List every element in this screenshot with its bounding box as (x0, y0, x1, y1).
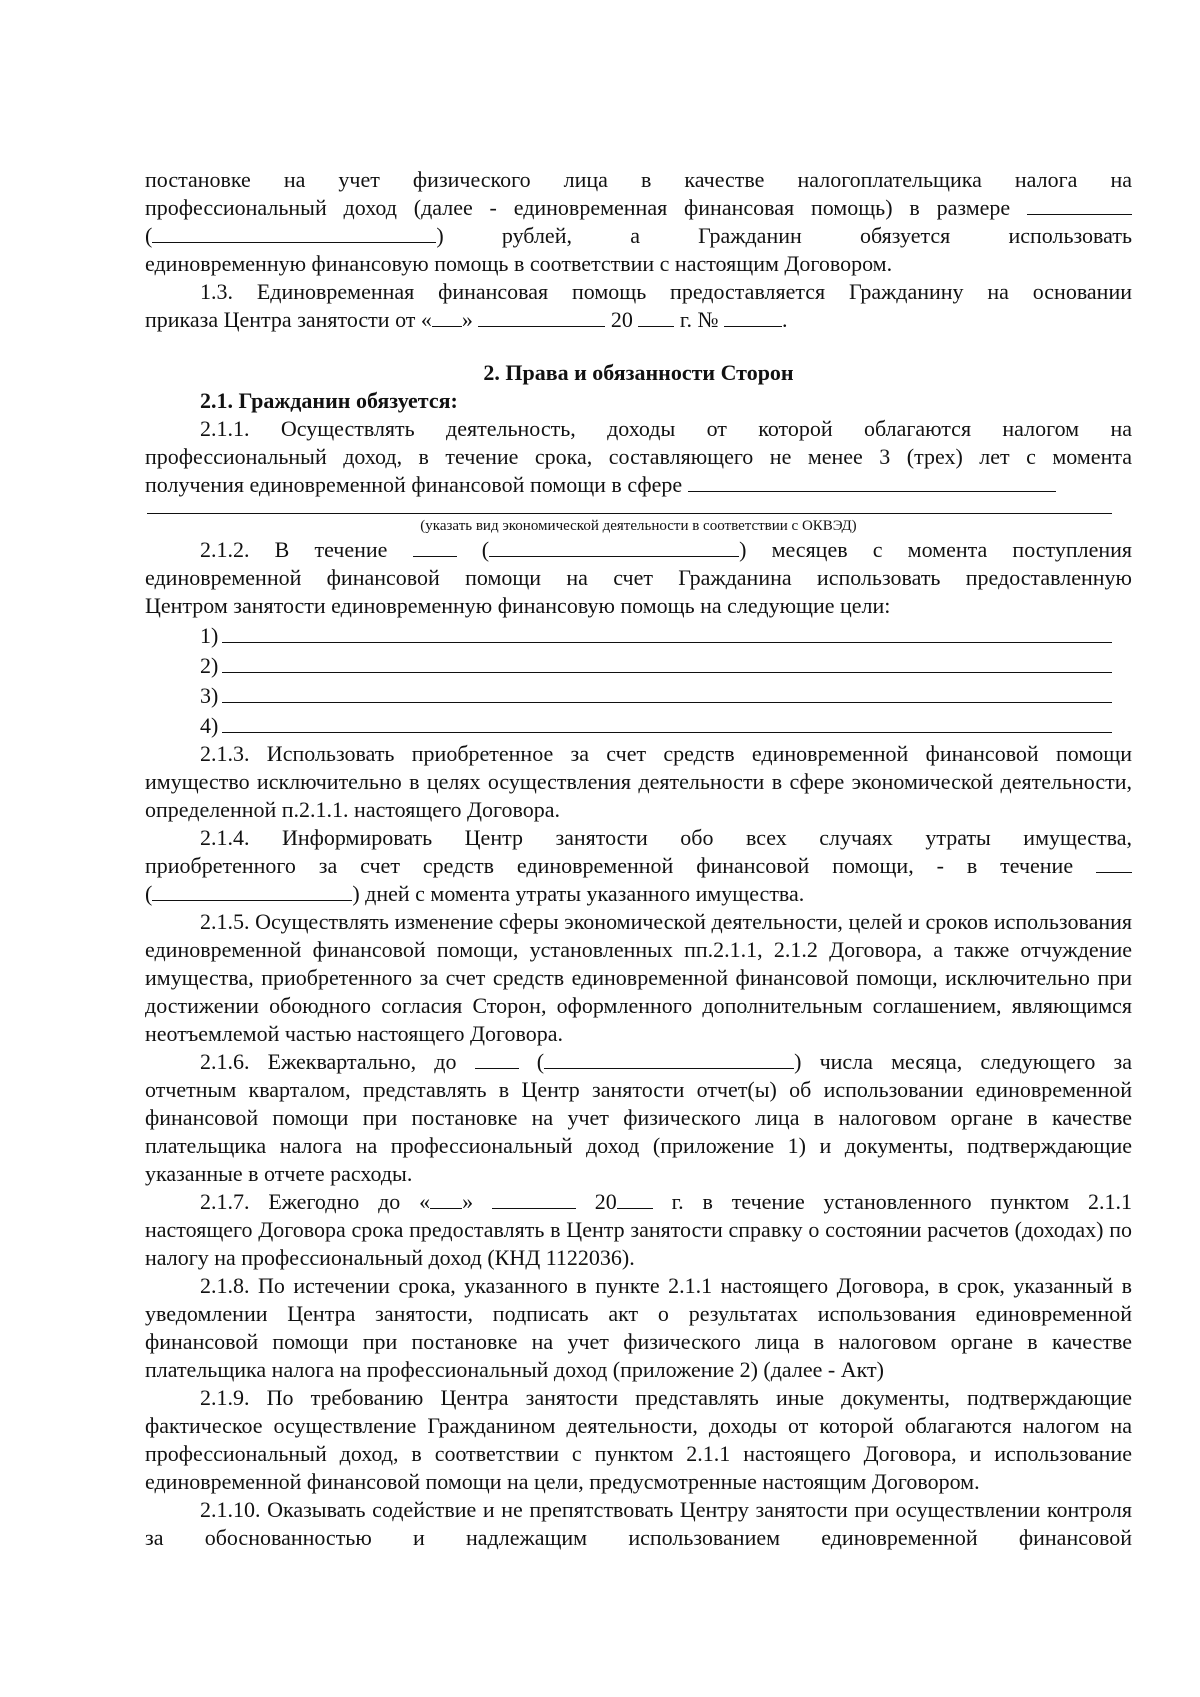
goal-number: 4) (200, 713, 219, 738)
blank-field[interactable] (724, 306, 782, 327)
goal-field[interactable] (222, 710, 1112, 733)
text-line: 2.1.1. Осуществлять деятельность, доходы от которой облагаются налогом на (200, 416, 1132, 441)
text-span: г. № (679, 307, 719, 332)
blank-field[interactable] (1096, 852, 1132, 873)
text-span: получения единовременной финансовой помощи в сфере (145, 472, 683, 497)
text-line (145, 536, 1132, 564)
text-line: единовременную финансовую помощь в соответствии с настоящим Договором. (145, 251, 893, 276)
goal-field[interactable] (222, 650, 1112, 673)
text-line: постановке на учет физического лица в качестве налогоплательщика налога на (145, 167, 1132, 192)
text-span: приобретенного за счет средств единовременной финансовой помощи, - в течение (145, 853, 1074, 878)
text-span: ( (536, 1049, 545, 1074)
text-span: . (781, 307, 788, 332)
text-line (145, 471, 1132, 499)
text-line (145, 880, 1132, 908)
paragraph-2-1-5: 2.1.5. Осуществлять изменение сферы экономической деятельности, целей и сроков использования единовременной финансовой помощи, установленных пп.2.1.1, 2.1.2 Договора, а также отчуждение имущества, приобретенного за счет средств единовременной финансовой помощи, исключительно при достижении обоюдного согласия Сторон, оформленного дополнительным соглашением, являющимся неотъемлемой частью настоящего Договора. (145, 909, 1132, 1046)
text-line (145, 1188, 1132, 1216)
section-title: 2. Права и обязанности Сторон (483, 360, 794, 385)
paragraph-2-1-8: 2.1.8. По истечении срока, указанного в пункте 2.1.1 настоящего Договора, в срок, указанный в уведомлении Центра занятости, подписать акт о результатах использования единовременной финансовой помощи при постановке на учет физического лица в налоговом органе в качестве плательщика налога на профессиональный доход (приложение 2) (далее - Акт) (145, 1273, 1132, 1382)
paragraph-2-1-1 (145, 415, 1132, 536)
text-line: 1.3. Единовременная финансовая помощь предоставляется Гражданину на основании (200, 279, 1132, 304)
blank-field[interactable] (544, 1048, 794, 1069)
blank-field[interactable] (688, 471, 1056, 492)
blank-field[interactable] (492, 1188, 576, 1209)
text-span: ( (145, 223, 153, 248)
blank-field[interactable] (475, 1048, 519, 1069)
text-span: ( (145, 881, 153, 906)
text-line: отчетным кварталом, представлять в Центр занятости отчет(ы) об использовании единовременной финансовой помощи при постановке на учет физического лица в налоговом органе в качестве плательщика налога на профессиональный доход (приложение 1) и документы, подтверждающие указанные в отчете расходы. (145, 1077, 1132, 1186)
text-line (145, 1048, 1132, 1076)
blank-field[interactable] (638, 306, 674, 327)
text-span: 20 (594, 1189, 617, 1214)
paragraph-2-1-7 (145, 1188, 1132, 1272)
text-line (145, 194, 1132, 222)
subsection-title: 2.1. Гражданин обязуется: (200, 388, 458, 413)
text-line: 2.1.4. Информировать Центр занятости обо всех случаях утраты имущества, (200, 825, 1132, 850)
text-span: 2.1.2. В течение (200, 537, 388, 562)
paragraph-1-3 (145, 278, 1132, 334)
paragraph-continuation (145, 166, 1132, 278)
blank-field[interactable] (432, 306, 462, 327)
blank-field[interactable] (478, 306, 605, 327)
goal-item (145, 620, 1132, 650)
blank-field[interactable] (413, 536, 457, 557)
blank-field[interactable] (489, 536, 739, 557)
goal-number: 1) (200, 623, 219, 648)
blank-field[interactable] (152, 222, 436, 243)
text-span: профессиональный доход (далее - единовременная финансовая помощь) в размере (145, 195, 1011, 220)
paragraph-2-1-4 (145, 824, 1132, 908)
text-line: настоящего Договора срока предоставлять в Центр занятости справку о состоянии расчетов (доходах) по налогу на профессиональный доход (КНД 1122036). (145, 1217, 1132, 1270)
text-span: » (461, 307, 473, 332)
field-note: (указать вид экономической деятельности в соответствии с ОКВЭД) (420, 518, 857, 534)
text-span: 2.1.6. Ежеквартально, до (200, 1049, 457, 1074)
goal-field[interactable] (222, 620, 1112, 643)
text-span: ) числа месяца, следующего за (794, 1049, 1133, 1074)
text-line: Центром занятости единовременную финансовую помощь на следующие цели: (145, 593, 891, 618)
goal-field[interactable] (222, 680, 1112, 703)
blank-field[interactable] (1027, 194, 1132, 215)
text-span: ) месяцев с момента поступления (739, 537, 1133, 562)
text-line (145, 222, 1132, 250)
blank-line[interactable] (147, 499, 1112, 514)
goal-item (145, 650, 1132, 680)
paragraph-2-1-2 (145, 536, 1132, 620)
goal-item (145, 710, 1132, 740)
paragraph-2-1-3: 2.1.3. Использовать приобретенное за счет средств единовременной финансовой помощи имущество исключительно в целях осуществления деятельности в сфере экономической деятельности, определенной п.2.1.1. настоящего Договора. (145, 741, 1132, 822)
text-span: ) дней с момента утраты указанного имущества. (352, 881, 805, 906)
text-span: » (462, 1189, 474, 1214)
text-span: ) рублей, а Гражданин обязуется использовать (436, 223, 1132, 248)
text-span: ( (481, 537, 490, 562)
goal-number: 2) (200, 653, 219, 678)
paragraph-2-1-9: 2.1.9. По требованию Центра занятости представлять иные документы, подтверждающие фактическое осуществление Гражданином деятельности, доходы от которой облагаются налогом на профессиональный доход, в соответствии с пунктом 2.1.1 настоящего Договора, и использование единовременной финансовой помощи на цели, предусмотренные настоящим Договором. (145, 1385, 1132, 1494)
blank-field[interactable] (152, 880, 352, 901)
blank-field[interactable] (617, 1188, 653, 1209)
text-span: 2.1.7. Ежегодно до « (200, 1189, 431, 1214)
text-line: профессиональный доход, в течение срока, составляющего не менее 3 (трех) лет с момента (145, 444, 1132, 469)
text-line (145, 306, 1132, 334)
blank-field[interactable] (430, 1188, 462, 1209)
paragraph-2-1-6 (145, 1048, 1132, 1188)
document-page (145, 166, 1132, 1552)
text-line: единовременной финансовой помощи на счет Гражданина использовать предоставленную (145, 565, 1132, 590)
text-span: 20 (610, 307, 633, 332)
text-span: г. в течение установленного пунктом 2.1.1 (671, 1189, 1133, 1214)
goal-item (145, 680, 1132, 710)
paragraph-2-1-10: 2.1.10. Оказывать содействие и не препятствовать Центру занятости при осуществлении контроля за обоснованностью и надлежащим использованием единовременной финансовой (145, 1497, 1132, 1550)
goal-number: 3) (200, 683, 219, 708)
text-span: приказа Центра занятости от « (145, 307, 432, 332)
text-line (145, 852, 1132, 880)
goals-list (145, 620, 1132, 740)
